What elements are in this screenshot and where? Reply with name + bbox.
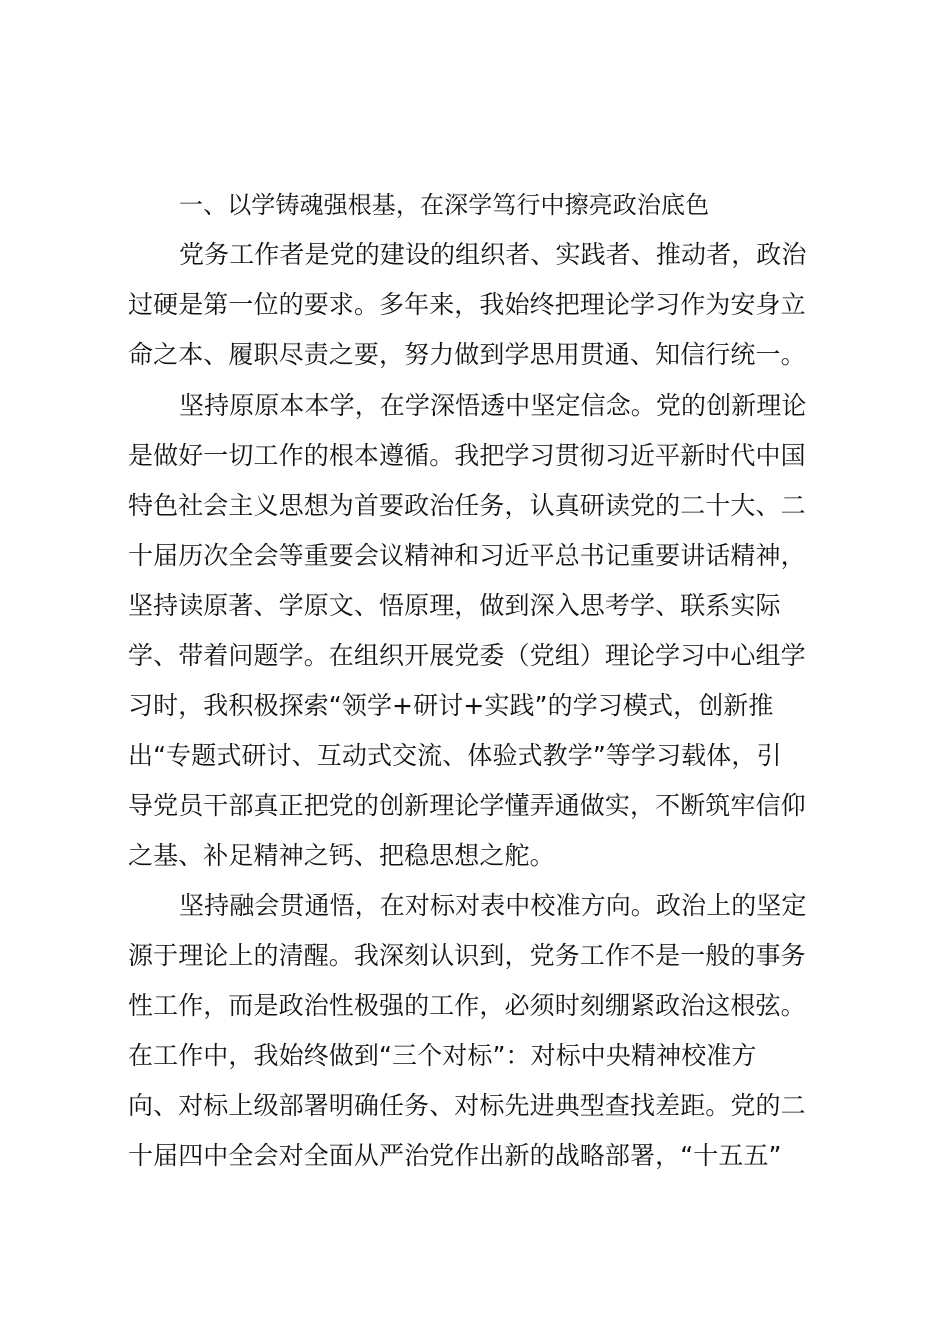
paragraph-line: 学、带着问题学。在组织开展党委（党组）理论学习中心组学 xyxy=(128,641,806,670)
paragraph-line: 是做好一切工作的根本遵循。我把学习贯彻习近平新时代中国 xyxy=(128,441,806,470)
paragraph-line: 党务工作者是党的建设的组织者、实践者、推动者，政治 xyxy=(179,240,807,269)
paragraph-line: 导党员干部真正把党的创新理论学懂弄通做实，不断筑牢信仰 xyxy=(128,791,806,820)
paragraph-line: 十届四中全会对全面从严治党作出新的战略部署，“十五五” xyxy=(128,1141,782,1170)
paragraph-line: 习时，我积极探索“领学+研讨+实践”的学习模式，创新推 xyxy=(128,691,774,720)
paragraph-line: 命之本、履职尽责之要，努力做到学思用贯通、知信行统一。 xyxy=(128,340,806,369)
paragraph-line: 坚持读原著、学原文、悟原理，做到深入思考学、联系实际 xyxy=(128,591,781,620)
paragraph-line: 之基、补足精神之钙、把稳思想之舵。 xyxy=(128,841,555,870)
paragraph-line: 性工作，而是政治性极强的工作，必须时刻绷紧政治这根弦。 xyxy=(128,991,806,1020)
section-heading: 一、以学铸魂强根基，在深学笃行中擦亮政治底色 xyxy=(179,191,710,219)
paragraph-line: 坚持融会贯通悟，在对标对表中校准方向。政治上的坚定 xyxy=(179,891,807,920)
paragraph-line: 源于理论上的清醒。我深刻认识到，党务工作不是一般的事务 xyxy=(128,941,806,970)
paragraph-line: 出“专题式研讨、互动式交流、体验式教学”等学习载体，引 xyxy=(128,741,782,770)
paragraph-line: 过硬是第一位的要求。多年来，我始终把理论学习作为安身立 xyxy=(128,290,806,319)
paragraph-line: 坚持原原本本学，在学深悟透中坚定信念。党的创新理论 xyxy=(179,391,807,420)
paragraph-line: 特色社会主义思想为首要政治任务，认真研读党的二十大、二 xyxy=(128,491,806,520)
paragraph-line: 在工作中，我始终做到“三个对标”：对标中央精神校准方 xyxy=(128,1041,757,1070)
paragraph-line: 十届历次全会等重要会议精神和习近平总书记重要讲话精神， xyxy=(128,541,806,570)
paragraph-line: 向、对标上级部署明确任务、对标先进典型查找差距。党的二 xyxy=(128,1091,806,1120)
